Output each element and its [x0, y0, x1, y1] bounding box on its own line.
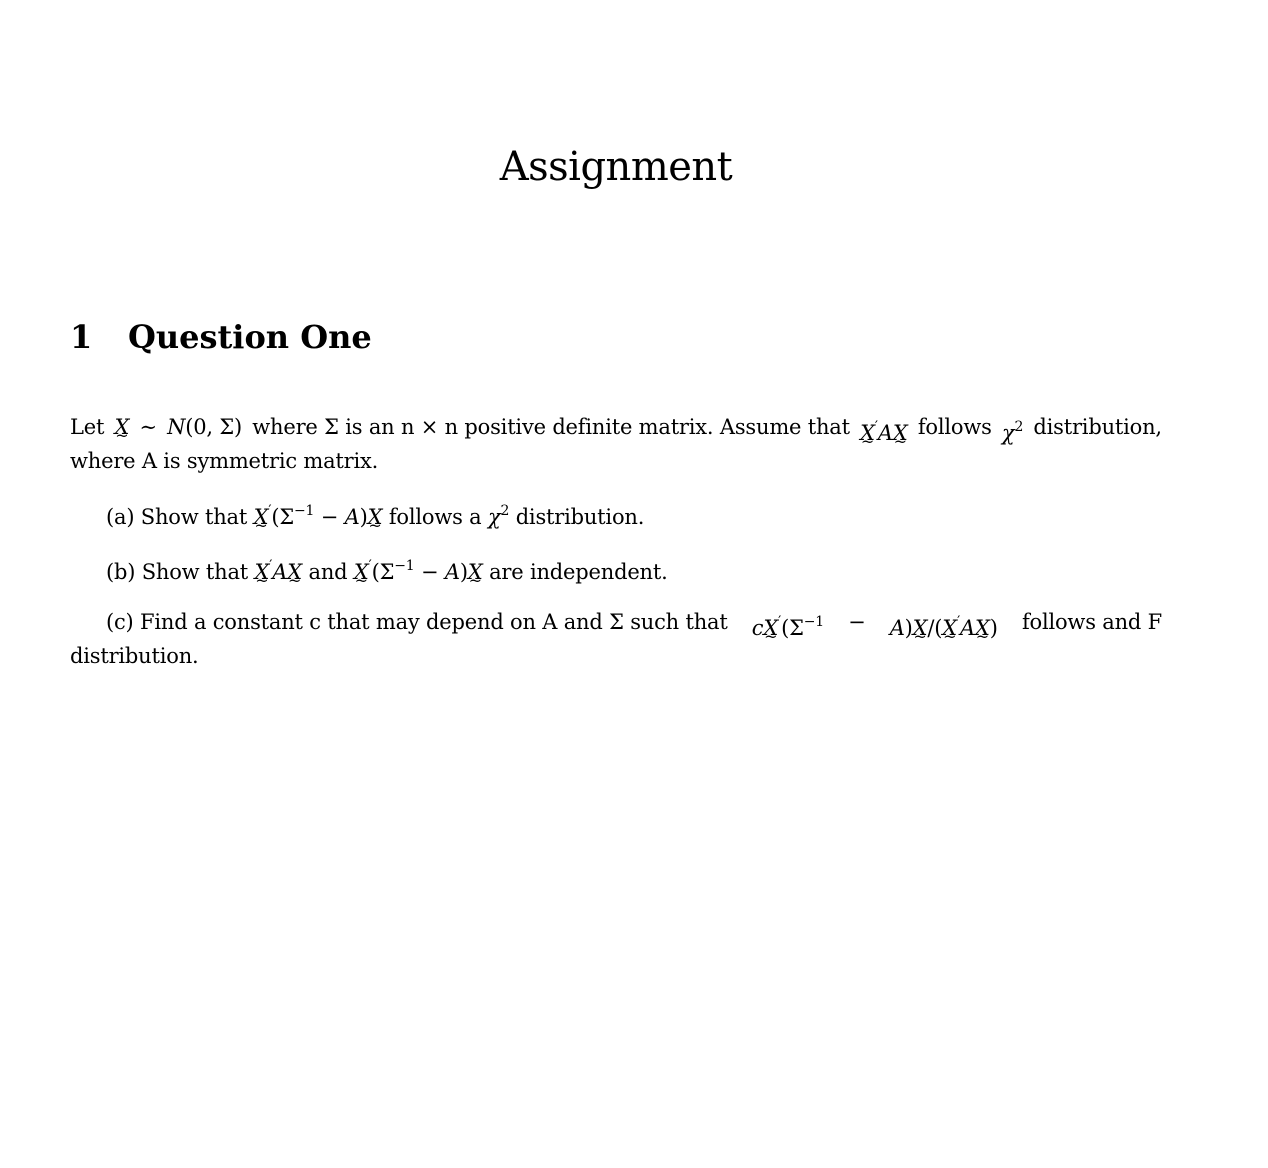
intro-paragraph [70, 413, 1162, 475]
section-title: Question One [128, 318, 372, 356]
part-c [70, 608, 1162, 670]
page-title: Assignment [499, 144, 733, 190]
section-number: 1 [70, 318, 93, 356]
part-c-line-2: distribution. [70, 644, 199, 668]
part-a: (a) Show that X $\sim'(\Sigma^{-1} - A)X$ ~ follows a $\chi^2$ distribution. [70, 497, 1198, 531]
part-c-line-1: (c) Find a constant c that may depend on A and Σ such that cX $\sim'(\Sigma^{-1}$ − A)X ~/(X ~′AX ~) follows and F [70, 608, 1162, 642]
intro-line-1: Let X ~ ∼ N(0, Σ) where Σ is an n × n positive definite matrix. Assume that X ~′AX ~ follows $\chi^2$ distribution, [70, 413, 1162, 447]
intro-line-2: where A is symmetric matrix. [70, 449, 379, 473]
part-b: (b) Show that X ~′AX ~ and X $\sim'(\Sigma^{-1} - A)X$ ~ are independent. [70, 552, 1198, 586]
vector-x: X ~ [114, 413, 129, 441]
section-heading [70, 318, 372, 356]
